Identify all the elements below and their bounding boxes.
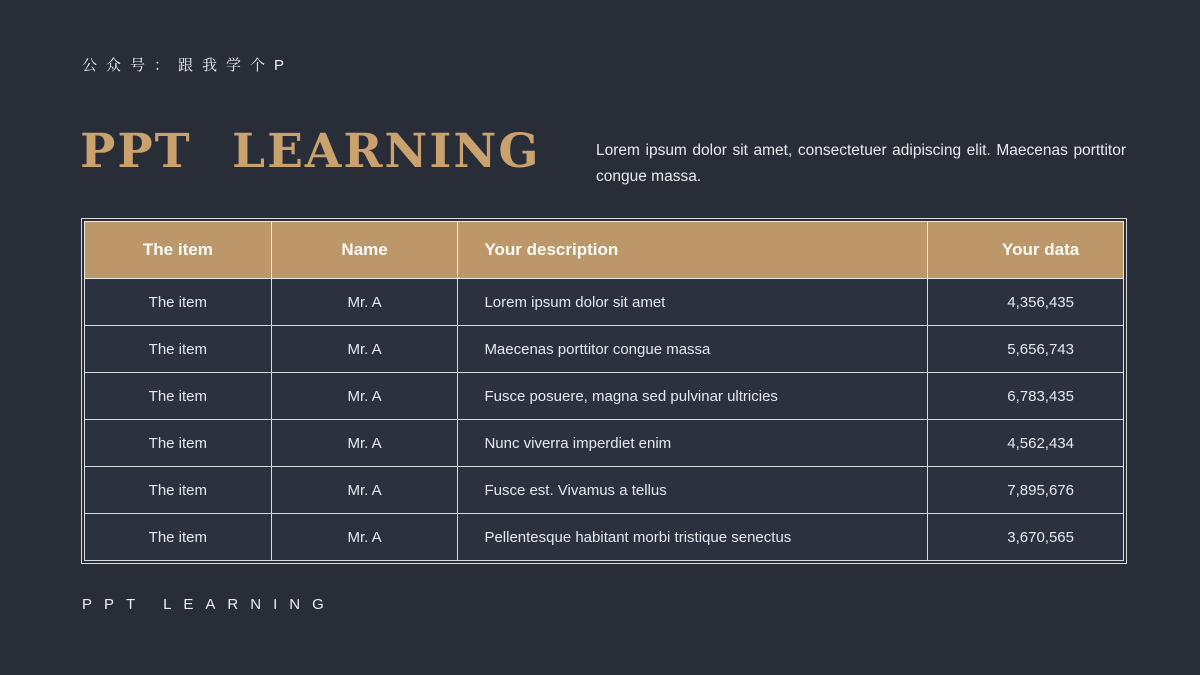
cell-description: Maecenas porttitor congue massa (458, 326, 928, 373)
cell-item: The item (85, 420, 272, 467)
table-row (85, 279, 1124, 326)
cell-data: 4,562,434 (928, 420, 1124, 467)
table-row (85, 514, 1124, 561)
footer-brand-label: PPT LEARNING (82, 596, 336, 613)
col-header-name: Name (271, 222, 458, 279)
cell-description: Nunc viverra imperdiet enim (458, 420, 928, 467)
cell-data: 3,670,565 (928, 514, 1124, 561)
cell-data: 4,356,435 (928, 279, 1124, 326)
cell-description: Pellentesque habitant morbi tristique senectus (458, 514, 928, 561)
cell-name: Mr. A (271, 514, 458, 561)
cell-data: 7,895,676 (928, 467, 1124, 514)
cell-item: The item (85, 373, 272, 420)
cell-name: Mr. A (271, 373, 458, 420)
col-header-data: Your data (928, 222, 1124, 279)
table-row (85, 373, 1124, 420)
data-table (84, 221, 1124, 561)
cell-data: 6,783,435 (928, 373, 1124, 420)
cell-name: Mr. A (271, 420, 458, 467)
cell-name: Mr. A (271, 467, 458, 514)
col-header-item: The item (85, 222, 272, 279)
table-row (85, 420, 1124, 467)
cell-description: Fusce est. Vivamus a tellus (458, 467, 928, 514)
cell-item: The item (85, 279, 272, 326)
table-row (85, 326, 1124, 373)
cell-data: 5,656,743 (928, 326, 1124, 373)
cell-item: The item (85, 326, 272, 373)
cell-item: The item (85, 514, 272, 561)
cell-description: Fusce posuere, magna sed pulvinar ultricies (458, 373, 928, 420)
cell-name: Mr. A (271, 279, 458, 326)
col-header-description: Your description (458, 222, 928, 279)
cell-item: The item (85, 467, 272, 514)
cell-description: Lorem ipsum dolor sit amet (458, 279, 928, 326)
wechat-account-label: 公众号：跟我学个P (82, 57, 294, 74)
table-header-row (85, 222, 1124, 279)
table-row (85, 467, 1124, 514)
data-table-container (81, 218, 1127, 564)
intro-text: Lorem ipsum dolor sit amet, consectetuer adipiscing elit. Maecenas porttitor congue massa. (596, 142, 1126, 185)
cell-name: Mr. A (271, 326, 458, 373)
slide-title: PPT LEARNING (80, 124, 541, 179)
